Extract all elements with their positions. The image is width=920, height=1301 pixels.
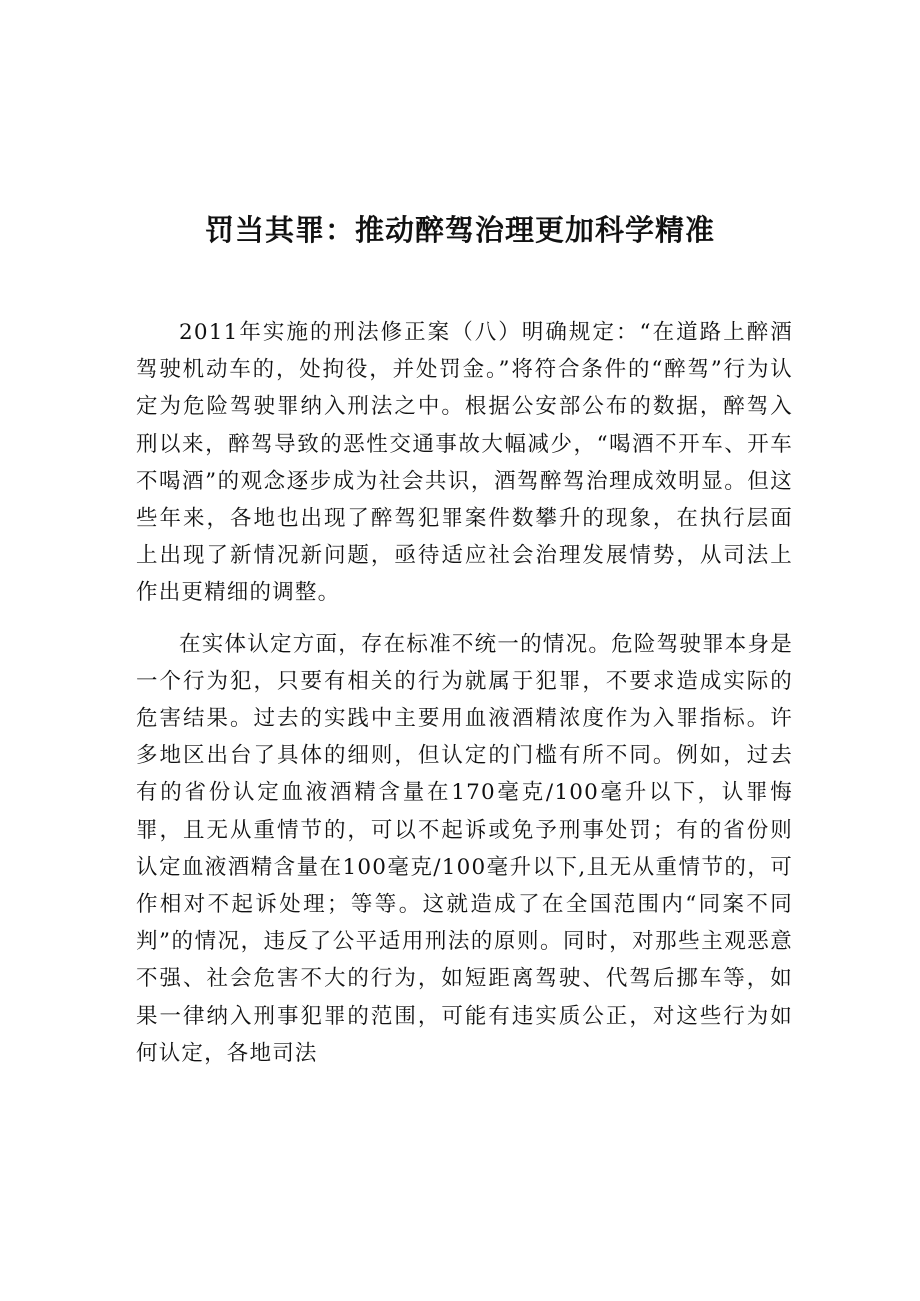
article-title: 罚当其罪：推动醉驾治理更加科学精准 <box>204 213 715 247</box>
article-body <box>136 314 793 1072</box>
paragraph-2: 在实体认定方面，存在标准不统一的情况。危险驾驶罪本身是一个行为犯，只要有相关的行为就属于犯罪，不要求造成实际的危害结果。过去的实践中主要用血液酒精浓度作为入罪指标。许多地区出台了具体的细则，但认定的门槛有所不同。例如，过去有的省份认定血液酒精含量在170毫克/100毫升以下，认罪悔罪，且无从重情节的，可以不起诉或免予刑事处罚；有的省份则认定血液酒精含量在100毫克/100毫升以下,且无从重情节的，可作相对不起诉处理；等等。这就造成了在全国范围内“同案不同判”的情况，违反了公平适用刑法的原则。同时，对那些主观恶意不强、社会危害不大的行为，如短距离驾驶、代驾后挪车等，如果一律纳入刑事犯罪的范围，可能有违实质公正，对这些行为如何认定，各地司法 <box>136 631 793 1066</box>
paragraph-1: 2011年实施的刑法修正案（八）明确规定：“在道路上醉酒驾驶机动车的，处拘役，并处罚金。”将符合条件的“醉驾”行为认定为危险驾驶罪纳入刑法之中。根据公安部公布的数据，醉驾入刑以来，醉驾导致的恶性交通事故大幅减少，“喝酒不开车、开车不喝酒”的观念逐步成为社会共识，酒驾醉驾治理成效明显。但这些年来，各地也出现了醉驾犯罪案件数攀升的现象，在执行层面上出现了新情况新问题，亟待适应社会治理发展情势，从司法上作出更精细的调整。 <box>136 320 793 606</box>
